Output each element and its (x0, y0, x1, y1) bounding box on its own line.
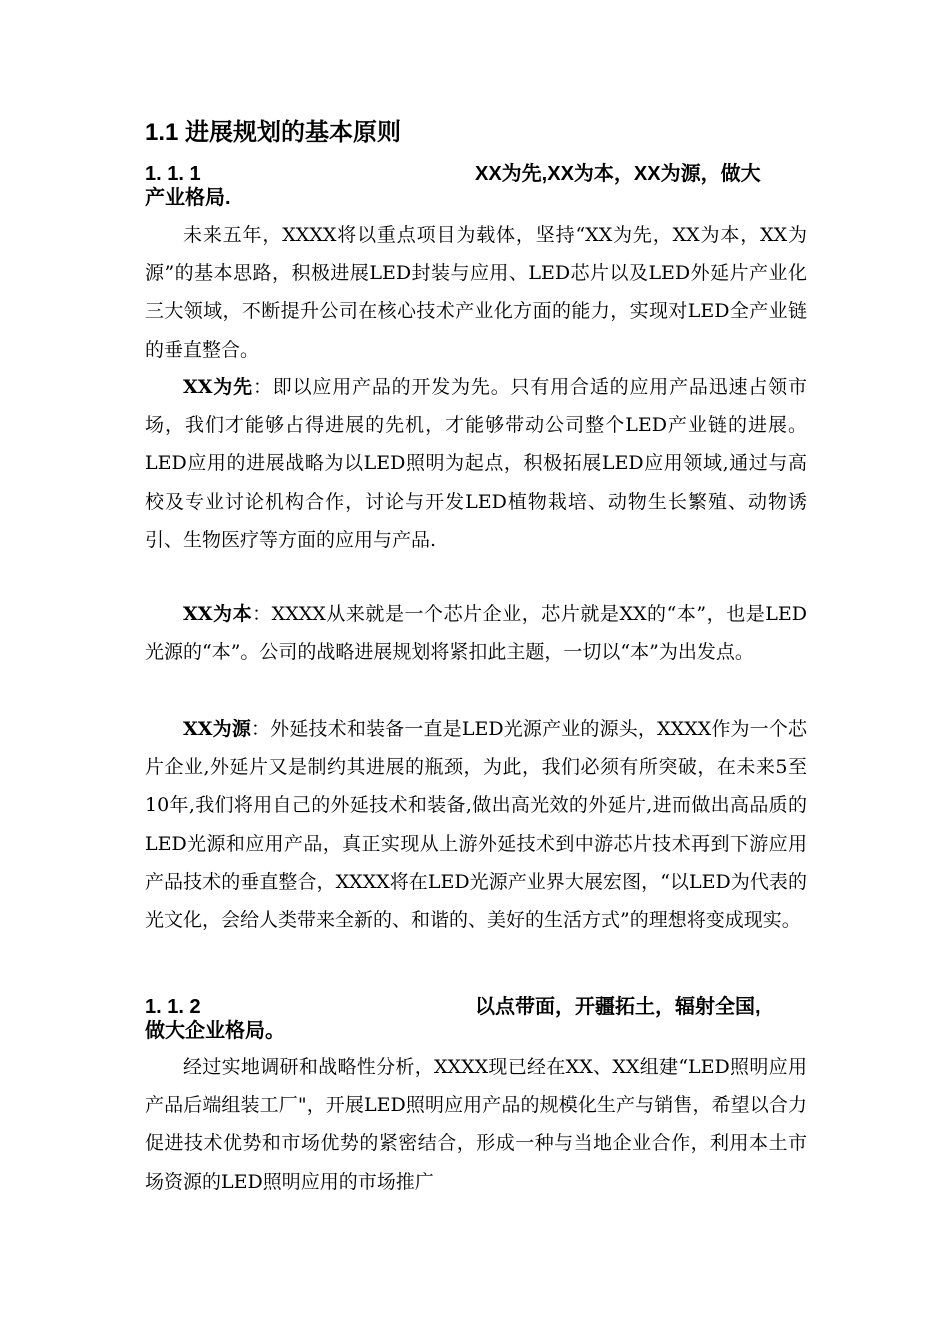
paragraph-text: 未来五年，XXXX将以重点项目为载体，坚持“XX为先，XX为本，XX为源”的基本思路，积极进展LED封装与应用、LED芯片以及LED外延片产业化三大领域，不断提升公司在核心技术产业化方面的能力，实现对LED全产业链的垂直整合。 (145, 224, 807, 361)
paragraph-text: ：XXXX从来就是一个芯片企业，芯片就是XX的“本”，也是LED光源的“本”。公司的战略进展规划将紧扣此主题，一切以“本”为出发点。 (145, 603, 808, 664)
section-number: 1. 1. 1 (145, 163, 201, 185)
paragraph-xx-first (145, 368, 807, 559)
section-title-line1: 以点带面，开疆拓土，辐射全国, (475, 996, 761, 1018)
section-title-line2: 产业格局. (145, 187, 231, 209)
paragraph-lead: XX为先 (183, 376, 253, 398)
paragraph-lead: XX为源 (183, 718, 251, 740)
section-title-line2: 做大企业格局。 (145, 1020, 285, 1042)
paragraph-intro (145, 216, 807, 369)
paragraph-text: 经过实地调研和战略性分析，XXXX现已经在XX、XX组建“LED照明应用产品后端组装工厂"，开展LED照明应用产品的规模化生产与销售，希望以合力促进技术优势和市场优势的紧密结合，形成一种与当地企业合作，利用本土市场资源的LED照明应用的市场推广 (145, 1056, 807, 1193)
paragraph-text: ：外延技术和装备一直是LED光源产业的源头，XXXX作为一个芯片企业,外延片又是制约其进展的瓶颈，为此，我们必须有所突破，在未来5至10年,我们将用自己的外延技术和装备,做出高光效的外延片,进而做出高品质的LED光源和应用产品，真正实现从上游外延技术到中游芯片技术再到下游应用产品技术的垂直整合，XXXX将在LED光源产业界大展宏图，“以LED为代表的光文化，会给人类带来全新的、和谐的、美好的生活方式”的理想将变成现实。 (145, 718, 808, 932)
paragraph-section2 (145, 1048, 807, 1201)
section-heading-1-1-2 (145, 995, 805, 1047)
paragraph-xx-base (145, 595, 807, 671)
section-heading-1-1-1 (145, 162, 805, 214)
paragraph-lead: XX为本 (183, 603, 253, 625)
section-title-line1: XX为先,XX为本，XX为源，做大 (475, 163, 761, 185)
heading-main: 1.1 进展规划的基本原则 (145, 119, 402, 146)
section-number: 1. 1. 2 (145, 996, 201, 1018)
paragraph-text: ：即以应用产品的开发为先。只有用合适的应用产品迅速占领市场，我们才能够占得进展的先机，才能够带动公司整个LED产业链的进展。LED应用的进展战略为以LED照明为起点，积极拓展LED应用领域,通过与高校及专业讨论机构合作，讨论与开发LED植物栽培、动物生长繁殖、动物诱引、生物医疗等方面的应用与产品. (145, 376, 807, 551)
paragraph-xx-source (145, 710, 807, 939)
